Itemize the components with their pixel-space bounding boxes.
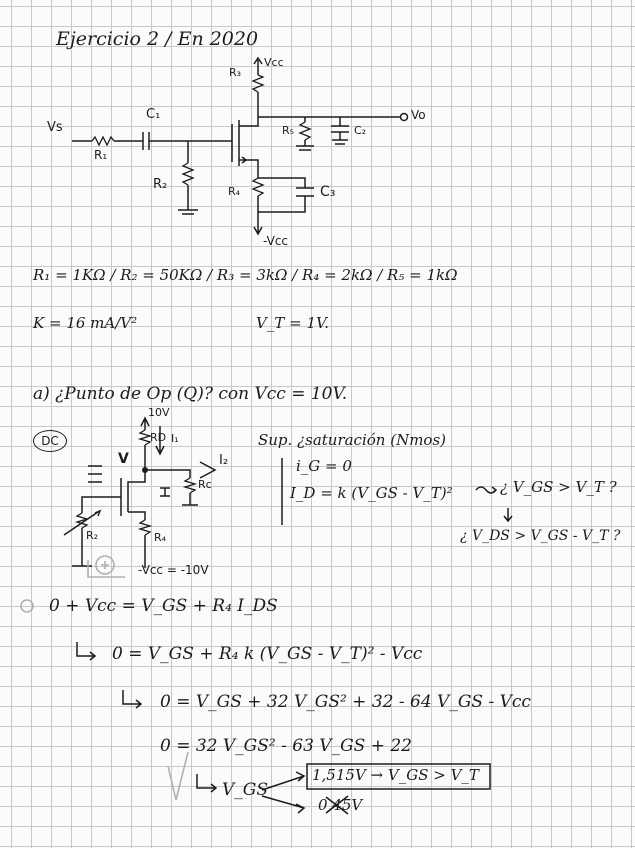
r2-label: R₂ (153, 177, 168, 192)
r4-label: R₄ (228, 185, 241, 198)
dc-label: DC (33, 430, 67, 452)
part-a-question: a) ¿Punto de Op (Q)? con Vcc = 10V. (33, 384, 348, 404)
c3-label: C₃ (320, 184, 336, 200)
neg-vcc-label: -Vcc (263, 234, 289, 248)
dc-i1-label: I₁ (171, 432, 179, 445)
kvl-equation: 0 + Vcc = V_GS + R₄ I_DS (49, 596, 278, 616)
saturation-hypothesis: Sup. ¿saturación (Nmos) (258, 431, 446, 449)
condition-vds: ¿ V_DS > V_GS - V_T ? (460, 528, 621, 544)
exercise-title: Ejercicio 2 / En 2020 (56, 28, 259, 50)
c2-label: C₂ (354, 124, 367, 137)
condition-vgs: ¿ V_GS > V_T ? (500, 478, 617, 496)
vt-threshold: V_T = 1V. (256, 314, 329, 332)
dc-r4-label: R₄ (154, 531, 167, 544)
vo-label: Vo (411, 108, 426, 122)
dc-node-v-label: V (118, 451, 129, 467)
vs-label: Vs (47, 120, 63, 135)
dc-rd-label: RD (150, 431, 167, 444)
dc-r2-label: R₂ (86, 529, 99, 542)
k-constant: K = 16 mA/V² (33, 314, 138, 332)
dc-rl-label: Rc (198, 478, 212, 491)
dc-i2-label: I₂ (219, 453, 229, 468)
r3-label: R₃ (229, 66, 242, 79)
drain-current-equation: I_D = k (V_GS - V_T)² (290, 484, 453, 502)
vcc-label: Vcc (264, 56, 284, 69)
vgs-solution-valid: 1,515V → V_GS > V_T (312, 766, 479, 784)
r5-label: R₅ (282, 124, 295, 137)
equation-step-3: 0 = 32 V_GS² - 63 V_GS + 22 (160, 736, 412, 756)
equation-step-2: 0 = V_GS + 32 V_GS² + 32 - 64 V_GS - Vcc (160, 692, 531, 712)
gate-current: i_G = 0 (296, 457, 352, 475)
component-values: R₁ = 1KΩ / R₂ = 50KΩ / R₃ = 3kΩ / R₄ = 2kΩ / R₅ = 1kΩ (33, 266, 458, 284)
c1-label: C₁ (146, 107, 161, 122)
dc-supply-label: 10V (148, 406, 170, 419)
vgs-solution-discarded: 0,45V (318, 796, 363, 814)
dc-neg-vcc-label: -Vcc = -10V (138, 563, 209, 577)
r1-label: R₁ (94, 148, 108, 162)
vgs-label: V_GS (222, 780, 269, 800)
equation-step-1: 0 = V_GS + R₄ k (V_GS - V_T)² - Vcc (112, 644, 423, 664)
